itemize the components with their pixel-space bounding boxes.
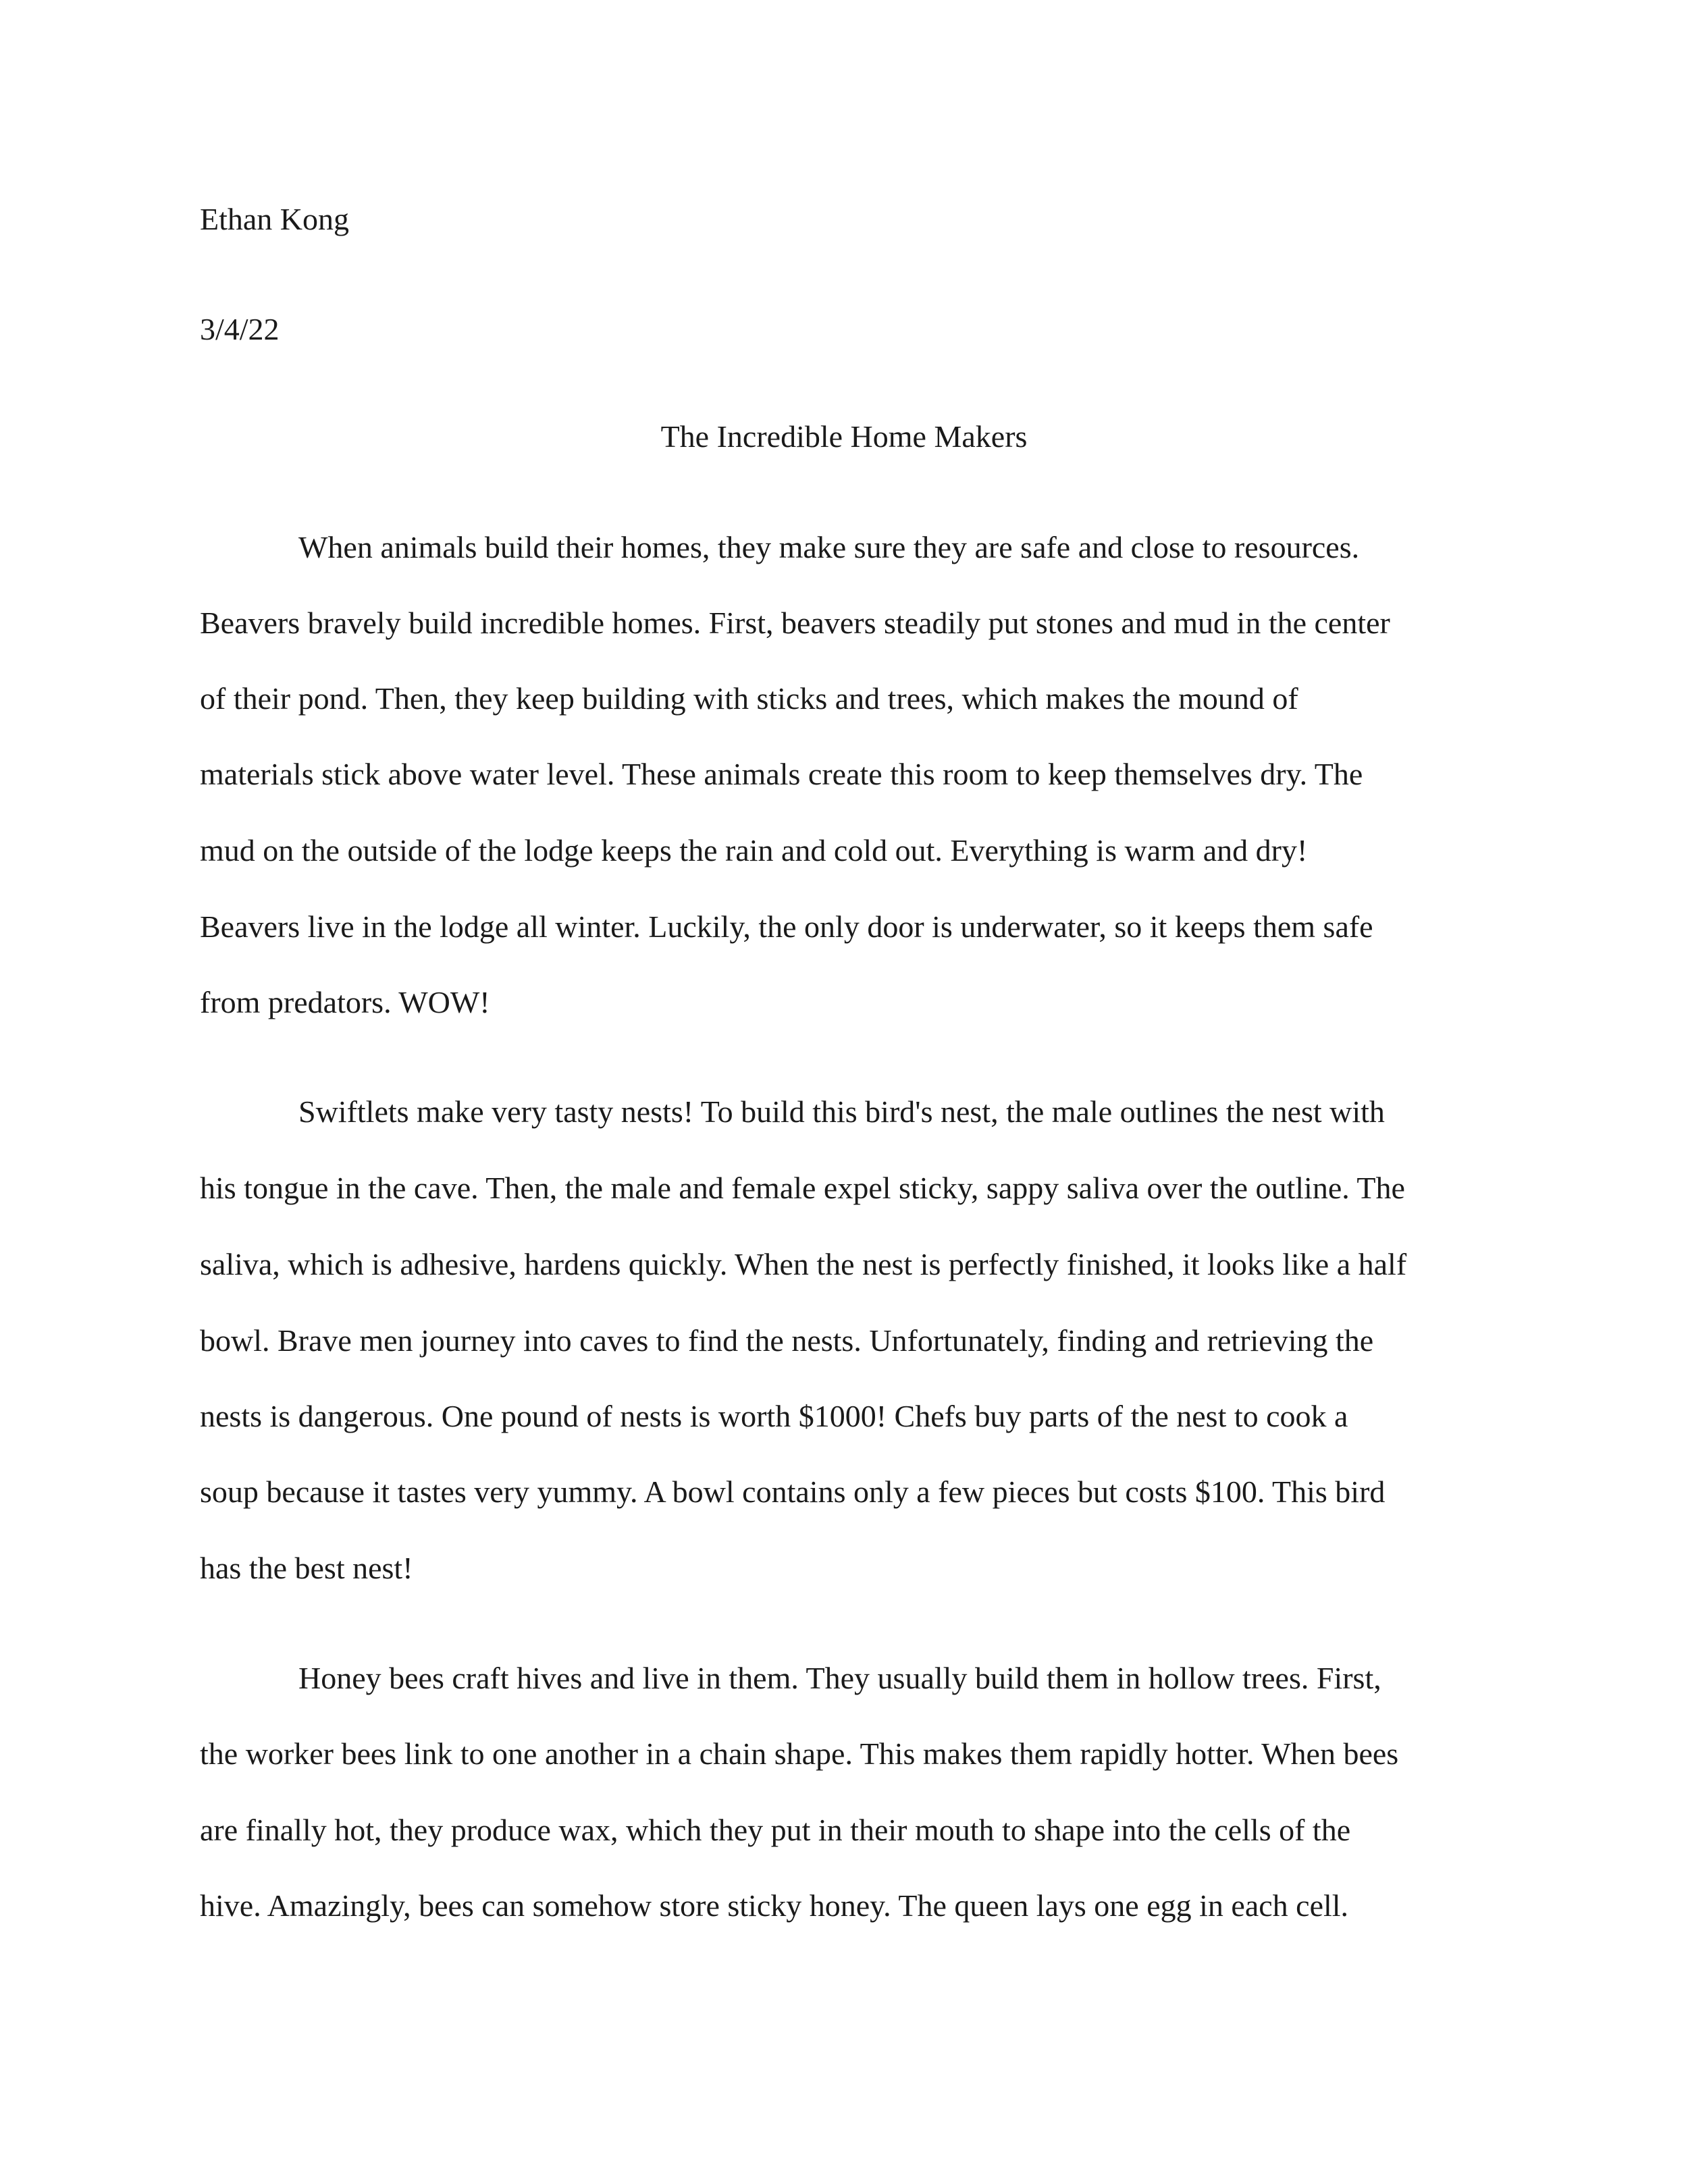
paragraph-1-line-4: materials stick above water level. These animals create this room to keep themselves dry. The	[200, 757, 1363, 791]
paragraph-2-line-3: saliva, which is adhesive, hardens quickly. When the nest is perfectly finished, it looks like a half	[200, 1247, 1407, 1281]
paragraph-3-line-1: Honey bees craft hives and live in them. They usually build them in hollow trees. First,	[298, 1661, 1381, 1695]
author-name: Ethan Kong	[200, 202, 350, 236]
paragraph-1-line-6: Beavers live in the lodge all winter. Luckily, the only door is underwater, so it keeps them safe	[200, 909, 1373, 944]
paragraph-2-line-5: nests is dangerous. One pound of nests is worth $1000! Chefs buy parts of the nest to cook a	[200, 1399, 1348, 1433]
paragraph-1-line-2: Beavers bravely build incredible homes. First, beavers steadily put stones and mud in the center	[200, 606, 1390, 640]
paragraph-2-line-2: his tongue in the cave. Then, the male and female expel sticky, sappy saliva over the outline. The	[200, 1171, 1405, 1205]
paragraph-2-line-4: bowl. Brave men journey into caves to find the nests. Unfortunately, finding and retrieving the	[200, 1323, 1374, 1358]
paragraph-1-line-5: mud on the outside of the lodge keeps the rain and cold out. Everything is warm and dry!	[200, 833, 1308, 868]
paragraph-2-line-1: Swiftlets make very tasty nests! To build this bird's nest, the male outlines the nest with	[298, 1094, 1385, 1129]
paragraph-1-line-1: When animals build their homes, they make sure they are safe and close to resources.	[298, 530, 1360, 564]
paragraph-3-line-2: the worker bees link to one another in a chain shape. This makes them rapidly hotter. When bees	[200, 1736, 1399, 1771]
paragraph-1-line-7: from predators. WOW!	[200, 985, 490, 1019]
paragraph-2-line-6: soup because it tastes very yummy. A bowl contains only a few pieces but costs $100. This bird	[200, 1474, 1386, 1509]
document-title: The Incredible Home Makers	[660, 419, 1028, 454]
date: 3/4/22	[200, 312, 280, 346]
paragraph-3-line-3: are finally hot, they produce wax, which they put in their mouth to shape into the cells of the	[200, 1813, 1351, 1847]
paragraph-3-line-4: hive. Amazingly, bees can somehow store sticky honey. The queen lays one egg in each cell.	[200, 1888, 1349, 1923]
paragraph-2-line-7: has the best nest!	[200, 1551, 413, 1585]
paragraph-1-line-3: of their pond. Then, they keep building with sticks and trees, which makes the mound of	[200, 681, 1298, 716]
